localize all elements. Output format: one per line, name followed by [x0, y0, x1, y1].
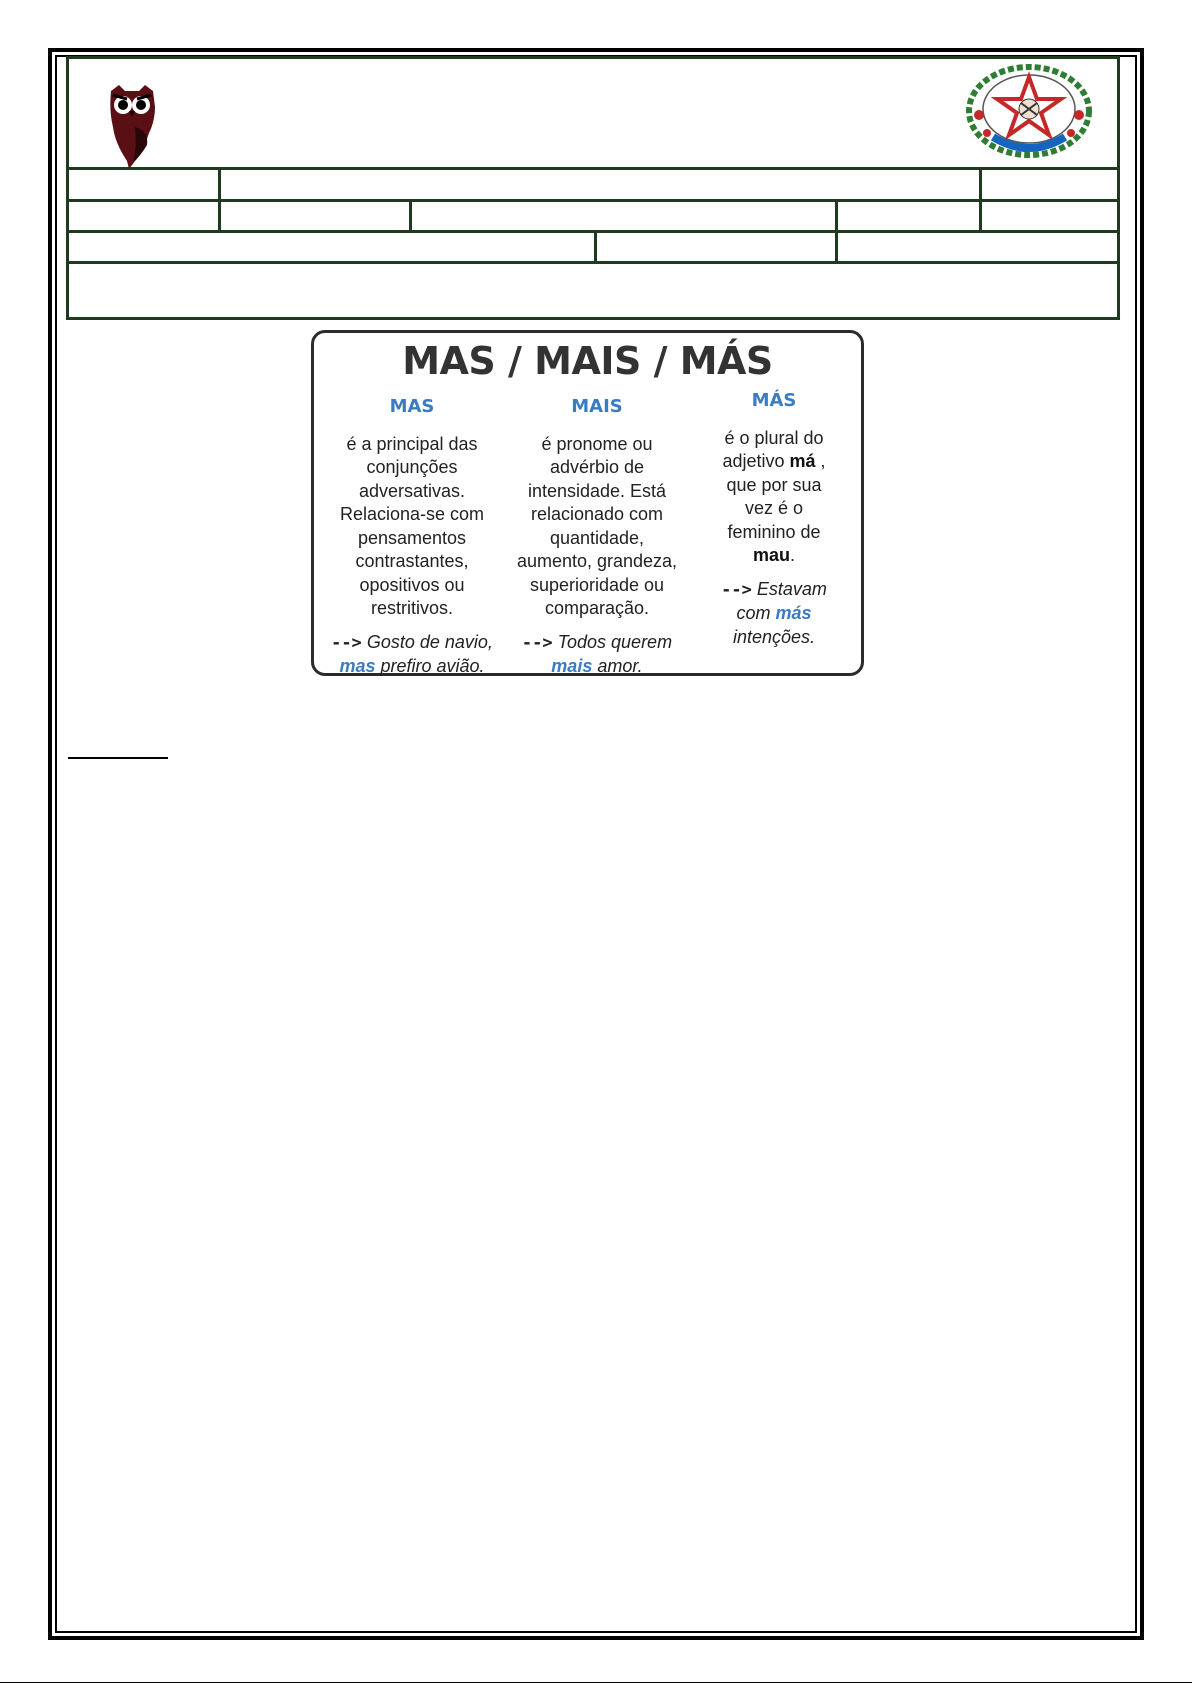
column-heading: MAIS	[571, 396, 623, 417]
definition-line: mau.	[752, 545, 796, 565]
field-cell[interactable]	[597, 233, 833, 260]
page-bottom-rule	[0, 1682, 1192, 1683]
definition-line: comparação.	[544, 598, 650, 618]
field-cell[interactable]	[982, 169, 1116, 198]
definition-line: advérbio de	[549, 457, 645, 477]
definition-line: adversativas.	[358, 480, 466, 501]
definition-line: que por sua	[726, 474, 822, 495]
example-text: amor.	[597, 656, 643, 676]
definition-line: quantidade,	[549, 527, 645, 548]
field-cell[interactable]	[838, 233, 1116, 260]
arrow-icon: -->	[721, 579, 752, 600]
definition-line: pensamentos	[357, 527, 467, 548]
example-highlight: más	[775, 603, 812, 623]
definition-line: contrastantes,	[355, 551, 469, 571]
column-definition	[322, 433, 502, 621]
definition-line: relacionado com	[530, 504, 664, 524]
owl-icon	[105, 81, 159, 171]
definition-line: aumento, grandeza,	[516, 551, 678, 571]
example-sentence	[692, 578, 856, 650]
definition-line: intensidade. Está	[527, 480, 667, 501]
definition-line: conjunções	[366, 457, 458, 477]
blank-underline	[68, 757, 168, 759]
column-mais	[508, 391, 686, 679]
example-highlight: mas	[339, 656, 376, 676]
definition-line: é a principal das	[346, 433, 478, 454]
field-cell[interactable]	[69, 264, 1116, 318]
field-cell[interactable]	[412, 202, 833, 229]
column-definition	[692, 427, 856, 568]
example-sentence	[322, 631, 502, 679]
state-seal-icon	[963, 63, 1095, 159]
field-cell[interactable]	[69, 233, 592, 260]
column-heading: MAS	[389, 396, 435, 417]
example-text: prefiro avião.	[380, 656, 485, 676]
definition-line: restritivos.	[370, 598, 453, 618]
example-text: Gosto de navio,	[366, 631, 493, 652]
definition-line: vez é o	[744, 498, 804, 518]
example-text: Todos querem	[557, 631, 673, 652]
arrow-icon: -->	[521, 632, 553, 653]
definition-line: é pronome ou	[541, 433, 653, 454]
mas-mais-mas-infographic	[311, 330, 864, 676]
definition-line: é o plural do	[724, 427, 824, 448]
example-text: intenções.	[732, 626, 816, 647]
field-cell[interactable]	[69, 169, 217, 198]
column-heading: MÁS	[751, 390, 797, 411]
definition-line: adjetivo má ,	[722, 451, 826, 471]
definition-line: Relaciona-se com	[339, 504, 485, 524]
definition-line: opositivos ou	[359, 574, 465, 595]
field-cell[interactable]	[221, 169, 977, 198]
school-header	[66, 56, 1120, 320]
definition-line: superioridade ou	[529, 574, 665, 595]
field-cell[interactable]	[69, 202, 407, 229]
column-mas-acento	[692, 385, 856, 649]
column-mas	[322, 391, 502, 679]
arrow-icon: -->	[331, 632, 362, 653]
example-text: com	[736, 603, 771, 623]
column-definition	[508, 433, 686, 621]
definition-line: feminino de	[727, 521, 821, 542]
example-sentence	[508, 631, 686, 679]
example-highlight: mais	[551, 656, 593, 676]
infographic-title: MAS / MAIS / MÁS	[402, 339, 773, 383]
field-cell[interactable]	[838, 202, 1116, 229]
example-text: Estavam	[756, 578, 827, 599]
